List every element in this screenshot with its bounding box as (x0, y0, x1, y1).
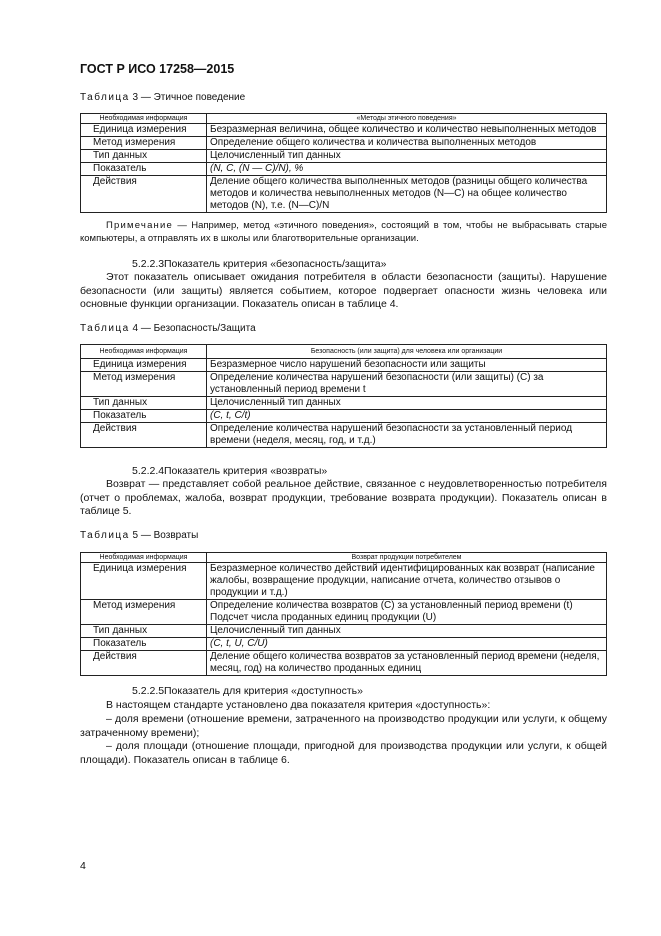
note (80, 220, 607, 245)
table-3-caption-title: 3 — Этичное поведение (129, 92, 246, 103)
row-label: Единица измерения (81, 359, 207, 372)
table-row (81, 137, 607, 150)
table-row (81, 150, 607, 163)
row-label: Действия (81, 423, 207, 448)
header-cell: Необходимая информация (81, 345, 207, 359)
row-value: Целочисленный тип данных (207, 150, 607, 163)
row-label: Действия (81, 651, 207, 676)
table-4-caption (80, 323, 256, 334)
row-label: Метод измерения (81, 137, 207, 150)
header-cell: Безопасность (или защита) для человека или организации (207, 345, 607, 359)
row-value: (C, t, C/t) (207, 410, 607, 423)
table-3-caption (80, 92, 245, 103)
table-row (81, 359, 607, 372)
row-value: Безразмерная величина, общее количество и количество невыполненных методов (207, 124, 607, 137)
section-number: 5.2.2.4 (132, 465, 165, 477)
table-header-row (81, 553, 607, 563)
row-label: Тип данных (81, 150, 207, 163)
table-row (81, 176, 607, 213)
row-label: Тип данных (81, 397, 207, 410)
table-header-row (81, 345, 607, 359)
table-4 (80, 344, 607, 448)
row-label: Показатель (81, 163, 207, 176)
table-5-caption-title: 5 — Возвраты (129, 530, 199, 541)
row-value: (N, C, (N — C)/N), % (207, 163, 607, 176)
table-row (81, 638, 607, 651)
table-row (81, 410, 607, 423)
row-label: Тип данных (81, 625, 207, 638)
page-number: 4 (80, 860, 86, 872)
row-value: Целочисленный тип данных (207, 397, 607, 410)
table-4-caption-word: Таблица (80, 323, 130, 334)
section-title: Показатель критерия «безопасность/защита» (164, 258, 387, 270)
section-number: 5.2.2.5 (132, 685, 165, 697)
row-value: Определение количества возвратов (C) за установленный период времени (t) Подсчет числа проданных единиц продукции (U) (207, 600, 607, 625)
section-heading (80, 258, 607, 272)
table-row (81, 163, 607, 176)
header-cell: Возврат продукции потребителем (207, 553, 607, 563)
table-row (81, 397, 607, 410)
note-text: — Например, метод «этичного поведения», состоящий в том, чтобы не выбрасывать старые компьютеры, а отправлять их в школы или благотворительные организации. (80, 220, 607, 244)
row-label: Показатель (81, 638, 207, 651)
row-value: (C, t, U, C/U) (207, 638, 607, 651)
table-row (81, 625, 607, 638)
table-row (81, 600, 607, 625)
table-4-caption-title: 4 — Безопасность/Защита (129, 323, 256, 334)
table-3 (80, 113, 607, 213)
table-3-caption-word: Таблица (80, 92, 130, 103)
row-value: Безразмерное число нарушений безопасности или защиты (207, 359, 607, 372)
section-title: Показатель для критерия «доступность» (164, 685, 363, 697)
header-cell: Необходимая информация (81, 553, 207, 563)
header-cell: «Методы этичного поведения» (207, 114, 607, 124)
list-item: – доля времени (отношение времени, затраченного на производство продукции или услуги, к общему затраченному времени); (80, 713, 607, 739)
row-value: Определение количества нарушений безопасности (или защиты) (C) за установленный период времени t (207, 372, 607, 397)
note-label: Примечание (106, 220, 173, 231)
section-heading (80, 685, 607, 699)
table-header-row (81, 114, 607, 124)
row-value: Определение количества нарушений безопасности за установленный период времени (неделя, месяц, год, и т.д.) (207, 423, 607, 448)
row-label: Метод измерения (81, 372, 207, 397)
table-row (81, 372, 607, 397)
row-label: Метод измерения (81, 600, 207, 625)
header-cell: Необходимая информация (81, 114, 207, 124)
row-value: Безразмерное количество действий идентифицированных как возврат (написание жалобы, возвращение продукции, написание отчета, количество отзывов о продукции и т.д.) (207, 563, 607, 600)
list-item: – доля площади (отношение площади, пригодной для производства продукции или услуги, к общей площади). Показатель описан в таблице 6. (80, 740, 607, 766)
section-heading (80, 465, 607, 479)
table-row (81, 124, 607, 137)
table-5 (80, 552, 607, 676)
row-value: Деление общего количества выполненных методов (разницы общего количества методов и количества невыполненных методов (N—C) на общее количество методов (N), т.е. (N—C)/N (207, 176, 607, 213)
row-label: Единица измерения (81, 124, 207, 137)
table-row (81, 651, 607, 676)
row-label: Показатель (81, 410, 207, 423)
table-5-caption (80, 530, 198, 541)
row-value: Целочисленный тип данных (207, 625, 607, 638)
section-paragraph: Возврат — представляет собой реальное действие, связанное с неудовлетворенностью потребителя (отчет о проблемах, жалоба, возврат продукции, требование возврата продукции). Показатель описан в таблице 5. (80, 478, 607, 517)
document-header: ГОСТ Р ИСО 17258—2015 (80, 62, 235, 76)
section-paragraph: В настоящем стандарте установлено два показателя критерия «доступность»: (106, 699, 491, 711)
row-label: Единица измерения (81, 563, 207, 600)
section-title: Показатель критерия «возвраты» (164, 465, 328, 477)
section-paragraph: Этот показатель описывает ожидания потребителя в области безопасности (защиты). Нарушение безопасности (или защиты) является событием, которое подвергает опасности жизнь человека или основные функции организации. Показатель описан в таблице 4. (80, 271, 607, 310)
row-value: Определение общего количества и количества выполненных методов (207, 137, 607, 150)
table-row (81, 563, 607, 600)
table-row (81, 423, 607, 448)
table-5-caption-word: Таблица (80, 530, 130, 541)
row-label: Действия (81, 176, 207, 213)
section-number: 5.2.2.3 (132, 258, 165, 270)
row-value: Деление общего количества возвратов за установленный период времени (неделя, месяц, год) на количество проданных единиц (207, 651, 607, 676)
